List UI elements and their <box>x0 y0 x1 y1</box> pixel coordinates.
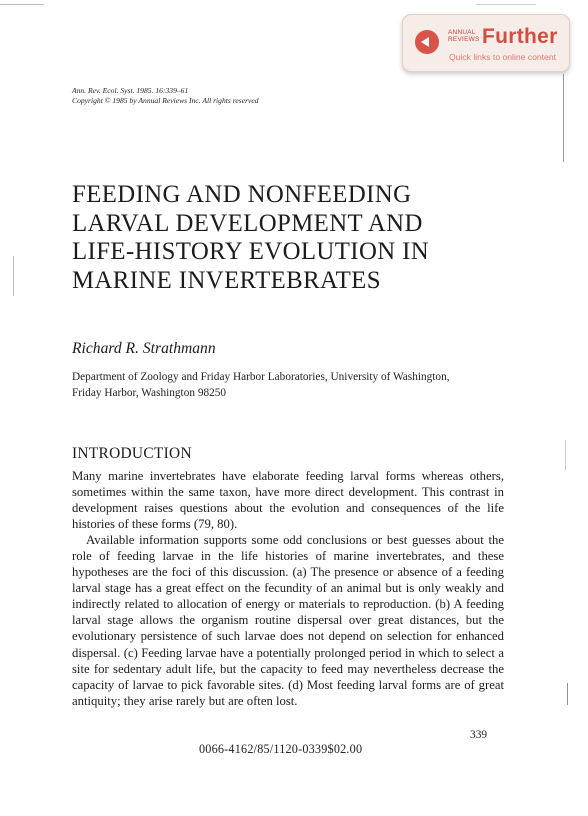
annual-reviews-further-badge[interactable] <box>402 14 570 72</box>
scan-artifact <box>476 4 536 5</box>
body-text <box>72 468 504 709</box>
author-affiliation: Department of Zoology and Friday Harbor Laboratories, University of Washington, Friday Harbor, Washington 98250 <box>72 371 450 399</box>
scan-artifact <box>13 256 14 296</box>
badge-publisher: ANNUAL REVIEWS <box>448 29 480 43</box>
annual-reviews-logo-icon <box>415 30 439 54</box>
paragraph: Many marine invertebrates have elaborate feeding larval forms whereas others, sometimes within the same taxon, have more direct development. This contrast in development raises questions about the evolution and consequences of the life histories of these forms (79, 80). <box>72 469 504 532</box>
article-title: FEEDING AND NONFEEDING LARVAL DEVELOPMENT AND LIFE-HISTORY EVOLUTION IN MARINE INVERTEBRATES <box>72 181 430 294</box>
scan-artifact <box>563 74 564 162</box>
badge-subtitle: Quick links to online content <box>449 52 557 62</box>
author-name: Richard R. Strathmann <box>72 340 216 357</box>
price-code: 0066-4162/85/1120-0339$02.00 <box>199 742 363 756</box>
paragraph: Available information supports some odd conclusions or best guesses about the role of feeding larvae in the life histories of marine invertebrates, and these hypotheses are the foci of this discussion. (a) The presence or absence of a feeding larval stage has a great effect on the fecundity of an animal but is only weakly and indirectly related to allocation of energy or materials to reproduction. (b) A feeding larval stage allows the organism routine dispersal over great distances, but the evolutionary persistence of such larvae does not depend on selection for enhanced dispersal. (c) Feeding larvae have a potentially prolonged period in which to select a site for sedentary adult life, but the capacity to feed may nevertheless decrease the capacity of larvae to pick favorable sites. (d) Most feeding larval forms are of great antiquity; they arise rarely but are often lost. <box>72 533 504 708</box>
journal-citation: Ann. Rev. Ecol. Syst. 1985. 16:339–61 Copyright © 1985 by Annual Reviews Inc. All rights reserved <box>72 86 259 105</box>
scan-artifact <box>0 4 44 5</box>
scan-artifact <box>565 440 566 470</box>
scan-artifact <box>567 683 568 705</box>
badge-brand: Further <box>482 25 558 48</box>
page-number: 339 <box>470 729 488 741</box>
section-heading: INTRODUCTION <box>72 445 192 462</box>
